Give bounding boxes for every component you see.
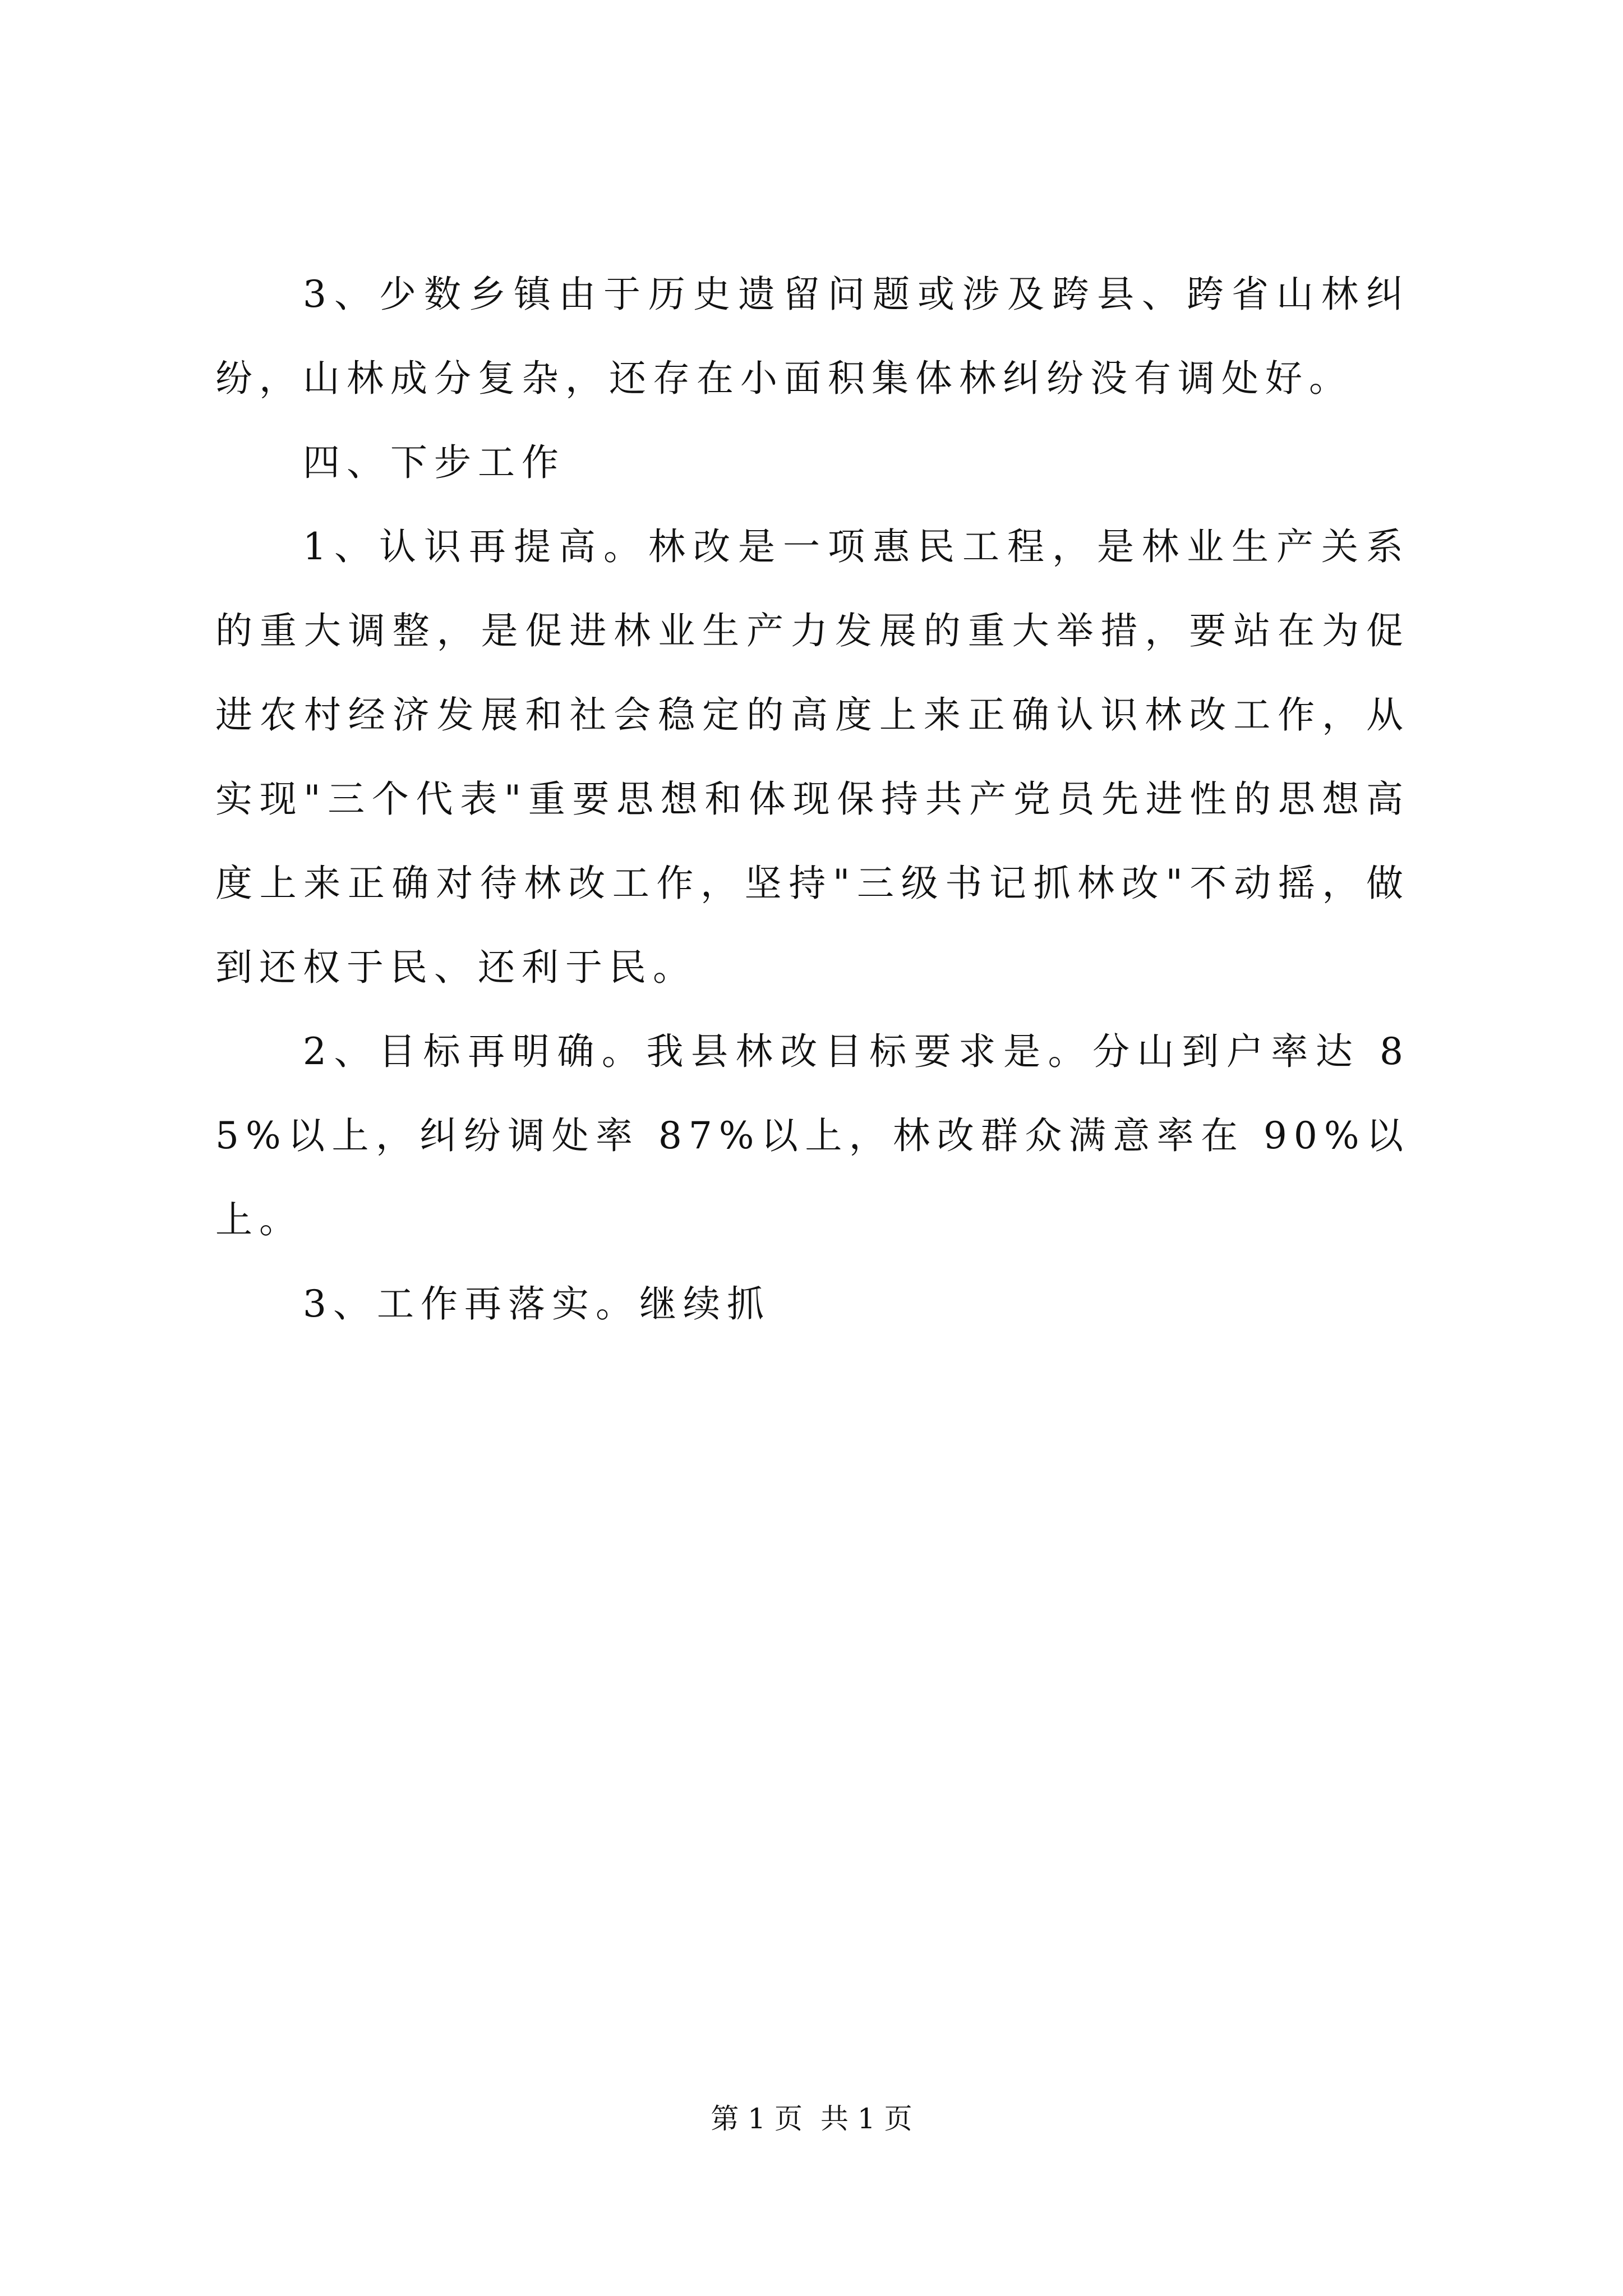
paragraph-step-1: 1、认识再提高。林改是一项惠民工程，是林业生产关系的重大调整，是促进林业生产力发展的重大举措，要站在为促进农村经济发展和社会稳定的高度上来正确认识林改工作，从实现"三个代表"重要思想和体现保持共产党员先进性的思想高度上来正确对待林改工作，坚持"三级书记抓林改"不动摇，做到还权于民、还利于民。 — [215, 525, 1410, 989]
page-number-total: 共 1 页 — [820, 2102, 912, 2135]
paragraph-step-2: 2、目标再明确。我县林改目标要求是。分山到户率达 85%以上，纠纷调处率 87%以上，林改群众满意率在 90%以上。 — [215, 1030, 1410, 1241]
paragraph-issue-3: 3、少数乡镇由于历史遗留问题或涉及跨县、跨省山林纠纷，山林成分复杂，还存在小面积集体林纠纷没有调处好。 — [215, 273, 1410, 400]
page-footer — [0, 2099, 1623, 2138]
section-heading-next-steps: 四、下步工作 — [303, 441, 565, 484]
paragraph-step-3: 3、工作再落实。继续抓 — [303, 1282, 771, 1326]
document-body — [215, 252, 1410, 1346]
page-number-current: 第 1 页 — [711, 2102, 803, 2135]
